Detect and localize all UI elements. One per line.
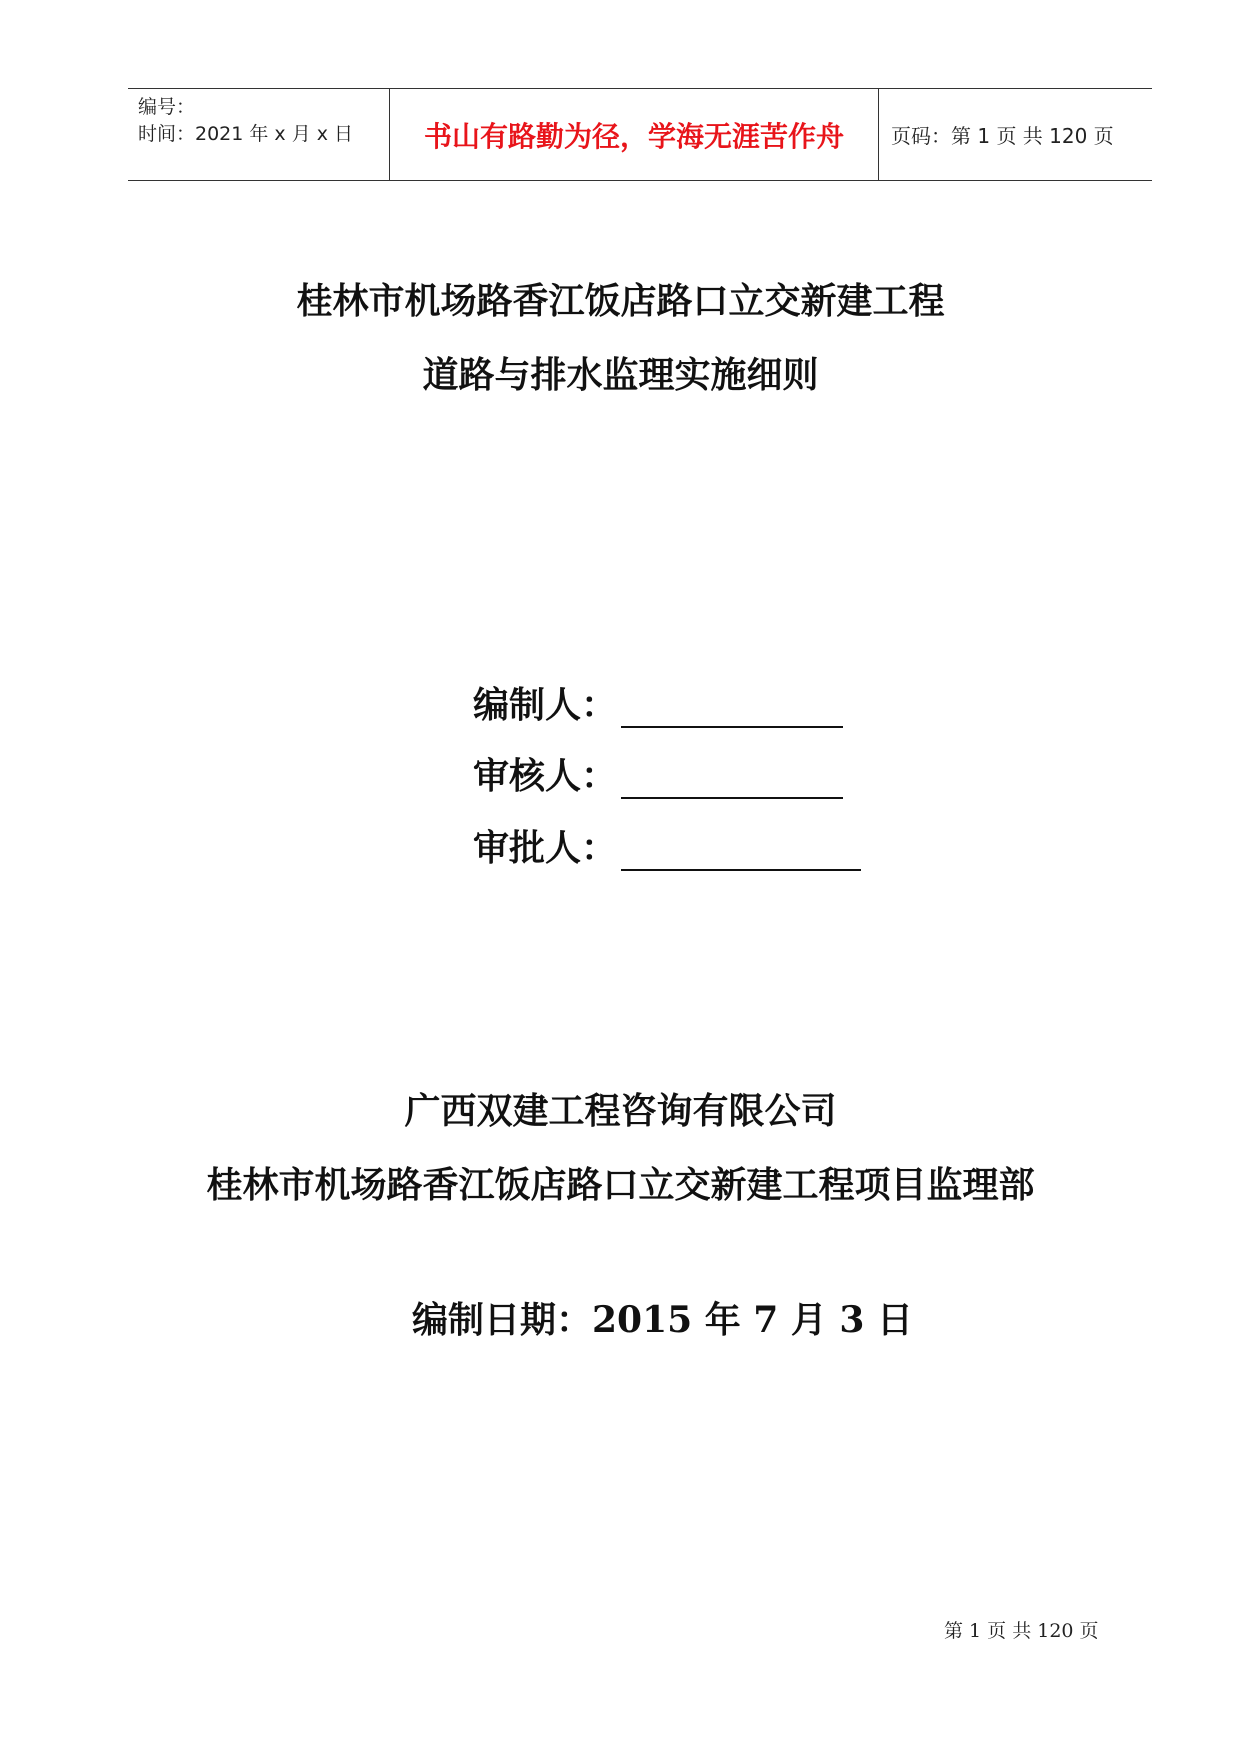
signature-label: 审核人： xyxy=(473,755,618,797)
organization-name: 广西双建工程咨询有限公司 xyxy=(404,1090,837,1132)
page-footer: 第 1 页 共 120 页 xyxy=(944,1620,1099,1642)
number-label: 编号： xyxy=(138,96,196,118)
document-title-line2: 道路与排水监理实施细则 xyxy=(422,354,819,396)
signature-row-approver xyxy=(473,820,861,871)
signature-row-reviewer xyxy=(473,748,843,799)
page-header xyxy=(128,88,1152,181)
signature-blank xyxy=(621,833,861,871)
signature-blank xyxy=(621,690,843,728)
signature-blank xyxy=(621,761,843,799)
header-meta-cell xyxy=(128,89,390,180)
signature-label: 审批人： xyxy=(473,827,618,869)
motto-text: 书山有路勤为径，学海无涯苦作舟 xyxy=(423,119,844,153)
compile-date: 编制日期：2015 年 7 月 3 日 xyxy=(412,1299,913,1341)
document-title-line1: 桂林市机场路香江饭店路口立交新建工程 xyxy=(296,280,945,322)
header-motto-cell xyxy=(390,89,879,180)
time-label: 时间：2021 年 x 月 x 日 xyxy=(138,123,354,145)
page-code: 页码：第 1 页 共 120 页 xyxy=(891,124,1114,148)
header-page-cell xyxy=(879,89,1152,180)
project-department: 桂林市机场路香江饭店路口立交新建工程项目监理部 xyxy=(206,1164,1035,1206)
signature-label: 编制人： xyxy=(473,684,618,726)
signature-row-compiler xyxy=(473,677,843,728)
